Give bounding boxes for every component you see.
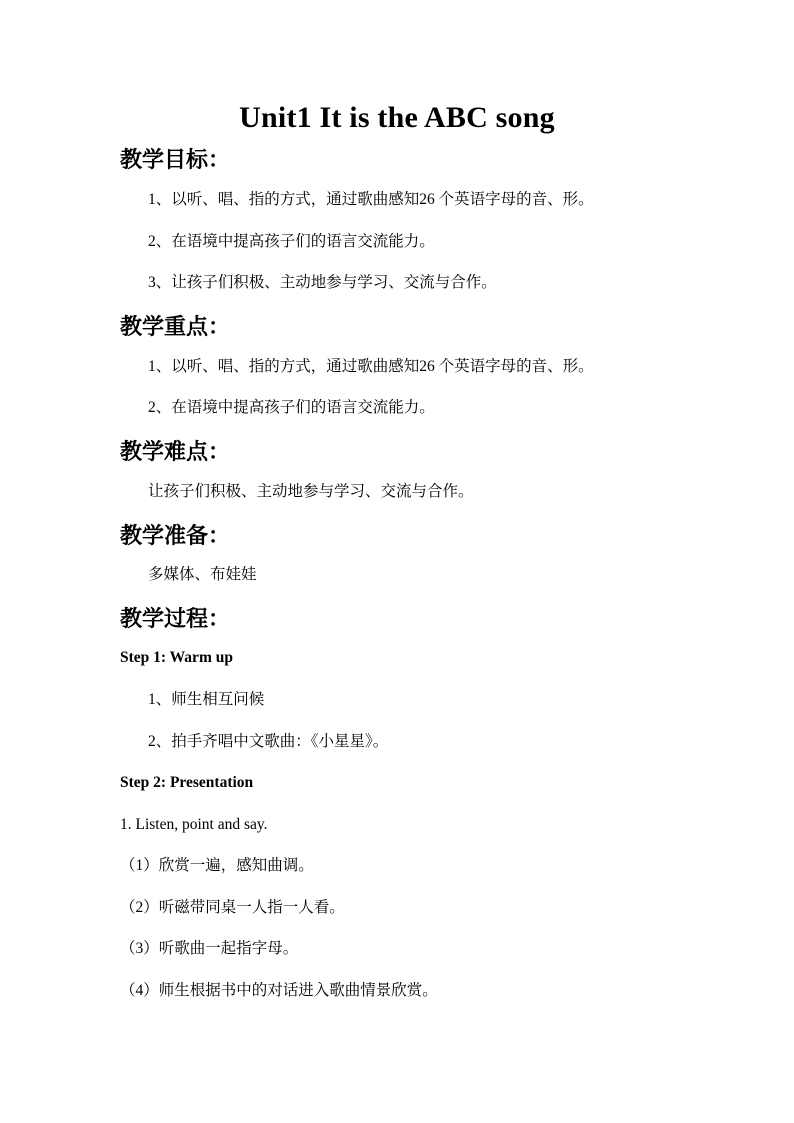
difficulties-heading: 教学难点： — [120, 439, 231, 464]
step2-sub-label: 1. Listen, point and say. — [120, 816, 268, 833]
step2-item: （3）听歌曲一起指字母。 — [120, 940, 299, 957]
objective-item: 2、在语境中提高孩子们的语言交流能力。 — [148, 233, 435, 250]
process-heading: 教学过程： — [120, 606, 231, 631]
objective-item: 1、以听、唱、指的方式，通过歌曲感知26 个英语字母的音、形。 — [148, 191, 594, 208]
step2-label: Step 2: Presentation — [120, 774, 254, 791]
step1-item: 2、拍手齐唱中文歌曲：《小星星》。 — [148, 733, 389, 750]
step1-item: 1、师生相互问候 — [148, 691, 265, 708]
step2-item: （1）欣赏一遍，感知曲调。 — [120, 857, 314, 874]
step2-item: （2）听磁带同桌一人指一人看。 — [120, 899, 345, 916]
document-title: Unit1 It is the ABC song — [239, 101, 555, 134]
preparation-item: 多媒体、布娃娃 — [148, 566, 257, 583]
objectives-heading: 教学目标： — [120, 147, 231, 172]
key-point-item: 2、在语境中提高孩子们的语言交流能力。 — [148, 399, 435, 416]
key-point-item: 1、以听、唱、指的方式，通过歌曲感知26 个英语字母的音、形。 — [148, 358, 594, 375]
objective-item: 3、让孩子们积极、主动地参与学习、交流与合作。 — [148, 274, 497, 291]
step2-item: （4）师生根据书中的对话进入歌曲情景欣赏。 — [120, 982, 438, 999]
step1-label: Step 1: Warm up — [120, 649, 233, 666]
preparation-heading: 教学准备： — [120, 523, 231, 548]
key-points-heading: 教学重点： — [120, 314, 231, 339]
difficulty-item: 让孩子们积极、主动地参与学习、交流与合作。 — [148, 483, 474, 500]
